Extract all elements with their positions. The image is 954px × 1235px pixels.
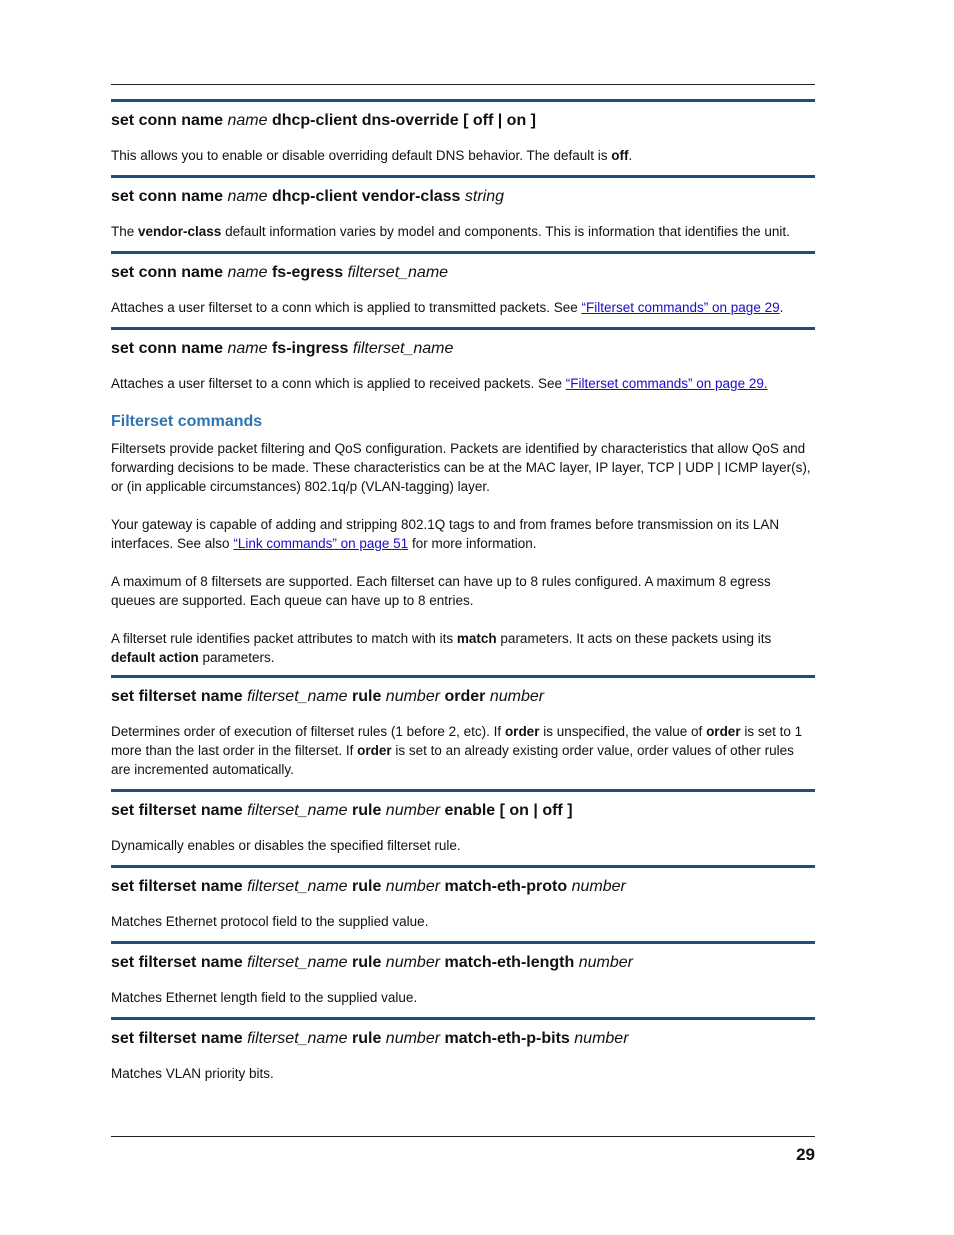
text-run: default information varies by model and components. This is information that identifies the unit. xyxy=(221,224,790,239)
bold-text: dhcp-client dns-override [ off | on ] xyxy=(267,112,536,129)
bold-text: set conn name xyxy=(111,264,228,281)
text-run: Matches Ethernet protocol field to the supplied value. xyxy=(111,914,429,929)
conn-command-list xyxy=(111,99,815,393)
bold-text: fs-egress xyxy=(267,264,348,281)
command-description xyxy=(111,146,815,165)
command-section xyxy=(111,865,815,931)
italic-parameter: string xyxy=(464,188,505,205)
bold-text: rule xyxy=(347,688,386,705)
text-run: Attaches a user filterset to a conn which is applied to transmitted packets. See xyxy=(111,300,582,315)
bold-text: fs-ingress xyxy=(267,340,353,357)
bold-text: enable [ on | off ] xyxy=(440,802,573,819)
italic-parameter: number xyxy=(571,878,626,895)
command-description xyxy=(111,298,815,317)
command-syntax xyxy=(111,338,815,360)
italic-parameter: number xyxy=(385,878,441,895)
text-run: parameters. xyxy=(198,650,275,665)
text-run: . xyxy=(779,300,784,315)
bold-text: off xyxy=(611,148,629,163)
text-run: The xyxy=(111,224,139,239)
text-run: A filterset rule identifies packet attributes to match with its xyxy=(111,631,457,646)
command-section xyxy=(111,675,815,779)
bold-text: set conn name xyxy=(111,112,228,129)
text-run: Matches Ethernet length field to the supplied value. xyxy=(111,990,418,1005)
page-content xyxy=(111,99,815,1093)
bold-text: match-eth-length xyxy=(440,954,579,971)
italic-parameter: name xyxy=(227,264,268,281)
command-description xyxy=(111,374,815,393)
bold-text: set filterset name xyxy=(111,802,248,819)
text-run: Attaches a user filterset to a conn which is applied to received packets. See xyxy=(111,376,566,391)
bold-text: match-eth-p-bits xyxy=(440,1030,575,1047)
italic-parameter: number xyxy=(385,1030,441,1047)
text-run: A maximum of 8 filtersets are supported. Each filterset can have up to 8 rules configured. A maximum 8 egress queues are supported. Each queue can have up to 8 entries. xyxy=(111,574,771,608)
text-run: . xyxy=(628,148,633,163)
command-section xyxy=(111,251,815,317)
bold-text: rule xyxy=(347,954,386,971)
command-syntax xyxy=(111,876,815,898)
command-section xyxy=(111,175,815,241)
section-heading: Filterset commands xyxy=(111,413,263,430)
bold-text: default action xyxy=(111,650,199,665)
italic-parameter: filterset_name xyxy=(247,1030,348,1047)
italic-parameter: filterset_name xyxy=(247,954,348,971)
command-syntax xyxy=(111,952,815,974)
command-syntax xyxy=(111,1028,815,1050)
command-description xyxy=(111,1064,815,1083)
command-syntax xyxy=(111,686,815,708)
italic-parameter: number xyxy=(385,688,441,705)
italic-parameter: number xyxy=(385,802,441,819)
body-paragraph xyxy=(111,572,815,610)
command-section xyxy=(111,327,815,393)
command-description xyxy=(111,836,815,855)
text-run: is unspecified, the value of xyxy=(539,724,707,739)
bold-text: set conn name xyxy=(111,340,228,357)
bold-text: order xyxy=(357,743,392,758)
text-run: is set to 1 more than the last order in the filterset. If xyxy=(111,724,803,758)
bold-text: vendor-class xyxy=(138,224,222,239)
bold-text: set conn name xyxy=(111,188,228,205)
command-section xyxy=(111,941,815,1007)
italic-parameter: number xyxy=(385,954,441,971)
text-run: parameters. It acts on these packets using its xyxy=(496,631,772,646)
bold-text: set filterset name xyxy=(111,954,248,971)
filterset-intro xyxy=(111,413,815,667)
bold-text: set filterset name xyxy=(111,688,248,705)
italic-parameter: number xyxy=(574,1030,629,1047)
command-description xyxy=(111,988,815,1007)
command-description xyxy=(111,222,815,241)
cross-reference-link[interactable]: “Filterset commands” on page 29 xyxy=(581,300,780,315)
body-paragraph xyxy=(111,439,815,496)
text-run: Filtersets provide packet filtering and QoS configuration. Packets are identified by characteristics that allow QoS and forwarding decisions to be made. These characteristics can be at the MAC layer, IP layer, TCP | UDP | ICMP layer(s), or (in applicable circumstances) 802.1q/p (VLAN-tagging) layer. xyxy=(111,441,811,494)
text-run: Matches VLAN priority bits. xyxy=(111,1066,274,1081)
command-section xyxy=(111,99,815,165)
italic-parameter: filterset_name xyxy=(347,264,449,281)
command-syntax xyxy=(111,186,815,208)
body-paragraph xyxy=(111,629,815,667)
command-section xyxy=(111,789,815,855)
cross-reference-link[interactable]: “Filterset commands” on page 29. xyxy=(565,376,768,391)
text-run: is set to an already existing order value, order values of other rules are incremented automatically. xyxy=(111,743,794,777)
command-description xyxy=(111,722,815,779)
italic-parameter: filterset_name xyxy=(247,688,348,705)
italic-parameter: number xyxy=(578,954,633,971)
italic-parameter: name xyxy=(227,112,268,129)
footer-rule xyxy=(111,1136,815,1137)
bold-text: set filterset name xyxy=(111,878,248,895)
italic-parameter: filterset_name xyxy=(247,878,348,895)
italic-parameter: number xyxy=(489,688,545,705)
text-run: Determines order of execution of filterset rules (1 before 2, etc). If xyxy=(111,724,505,739)
italic-parameter: filterset_name xyxy=(352,340,454,357)
bold-text: match xyxy=(456,631,497,646)
command-syntax xyxy=(111,110,815,132)
filterset-command-list xyxy=(111,675,815,1083)
bold-text: order xyxy=(706,724,741,739)
command-description xyxy=(111,912,815,931)
text-run: Dynamically enables or disables the specified filterset rule. xyxy=(111,838,461,853)
cross-reference-link[interactable]: “Link commands” on page 51 xyxy=(233,536,409,551)
text-run: Your gateway is capable of adding and stripping 802.1Q tags to and from frames before transmission on its LAN interfaces. See also xyxy=(111,517,780,551)
bold-text: order xyxy=(504,724,540,739)
body-paragraph xyxy=(111,515,815,553)
text-run: This allows you to enable or disable overriding default DNS behavior. The default is xyxy=(111,148,612,163)
bold-text: rule xyxy=(347,802,386,819)
bold-text: match-eth-proto xyxy=(440,878,572,895)
italic-parameter: filterset_name xyxy=(247,802,348,819)
bold-text: set filterset name xyxy=(111,1030,248,1047)
command-syntax xyxy=(111,800,815,822)
bold-text: dhcp-client vendor-class xyxy=(267,188,465,205)
header-rule xyxy=(111,84,815,85)
command-syntax xyxy=(111,262,815,284)
text-run: for more information. xyxy=(408,536,537,551)
command-section xyxy=(111,1017,815,1083)
italic-parameter: name xyxy=(227,188,268,205)
bold-text: rule xyxy=(347,878,386,895)
page-number: 29 xyxy=(796,1145,815,1164)
italic-parameter: name xyxy=(227,340,268,357)
bold-text: order xyxy=(440,688,490,705)
bold-text: rule xyxy=(347,1030,386,1047)
